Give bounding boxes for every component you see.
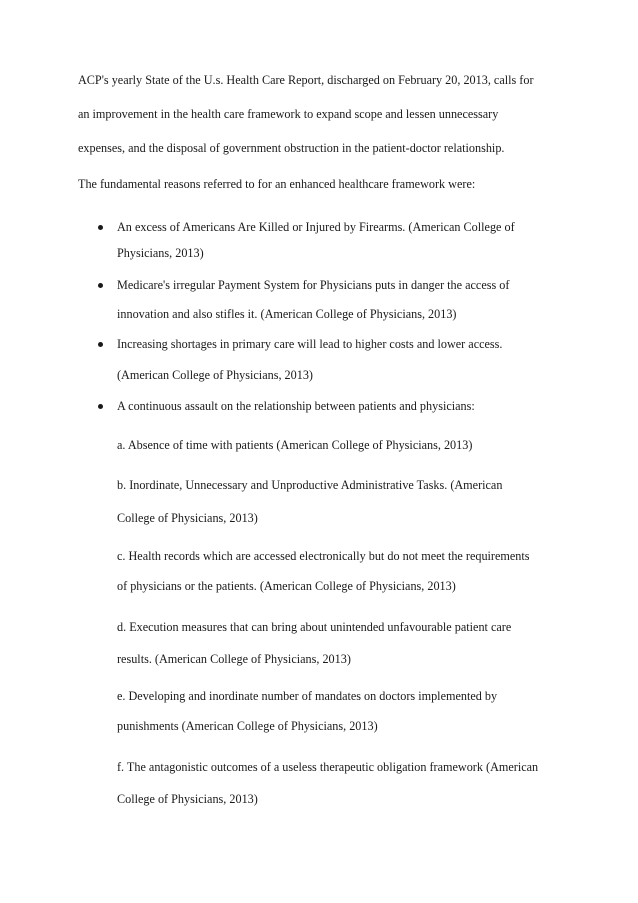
bullet-dot-icon bbox=[98, 342, 103, 347]
sub-item-a-line-1: a. Absence of time with patients (American College of Physicians, 2013) bbox=[117, 438, 473, 452]
sub-item-f-line-1: f. The antagonistic outcomes of a useless therapeutic obligation framework (American bbox=[117, 760, 539, 774]
bullet-dot-icon bbox=[98, 225, 103, 230]
bullet-1-line-1: An excess of Americans Are Killed or Injured by Firearms. (American College of bbox=[117, 220, 515, 234]
bullet-dot-icon bbox=[98, 404, 103, 409]
sub-item-f-line-2: College of Physicians, 2013) bbox=[117, 792, 258, 806]
sub-item-d-line-1: d. Execution measures that can bring about unintended unfavourable patient care bbox=[117, 620, 512, 634]
sub-item-d-line-2: results. (American College of Physicians, 2013) bbox=[117, 652, 351, 666]
intro-line-3: expenses, and the disposal of government obstruction in the patient-doctor relationship. bbox=[78, 141, 505, 155]
lead-in-line: The fundamental reasons referred to for an enhanced healthcare framework were: bbox=[78, 177, 476, 191]
sub-item-c-line-2: of physicians or the patients. (American College of Physicians, 2013) bbox=[117, 579, 456, 593]
bullet-1-line-2: Physicians, 2013) bbox=[117, 246, 204, 260]
sub-item-e-line-1: e. Developing and inordinate number of mandates on doctors implemented by bbox=[117, 689, 498, 703]
sub-item-b-line-1: b. Inordinate, Unnecessary and Unproductive Administrative Tasks. (American bbox=[117, 478, 503, 492]
bullet-3-line-1: Increasing shortages in primary care will lead to higher costs and lower access. bbox=[117, 337, 503, 351]
bullet-dot-icon bbox=[98, 283, 103, 288]
intro-line-2: an improvement in the health care framework to expand scope and lessen unnecessary bbox=[78, 107, 499, 121]
bullet-2-line-2: innovation and also stifles it. (American College of Physicians, 2013) bbox=[117, 307, 457, 321]
sub-item-e-line-2: punishments (American College of Physicians, 2013) bbox=[117, 719, 378, 733]
bullet-3-line-2: (American College of Physicians, 2013) bbox=[117, 368, 313, 382]
sub-item-c-line-1: c. Health records which are accessed electronically but do not meet the requirements bbox=[117, 549, 530, 563]
intro-line-1: ACP's yearly State of the U.s. Health Care Report, discharged on February 20, 2013, calls for bbox=[78, 73, 534, 87]
bullet-2-line-1: Medicare's irregular Payment System for Physicians puts in danger the access of bbox=[117, 278, 510, 292]
bullet-4-line-1: A continuous assault on the relationship between patients and physicians: bbox=[117, 399, 475, 413]
sub-item-b-line-2: College of Physicians, 2013) bbox=[117, 511, 258, 525]
